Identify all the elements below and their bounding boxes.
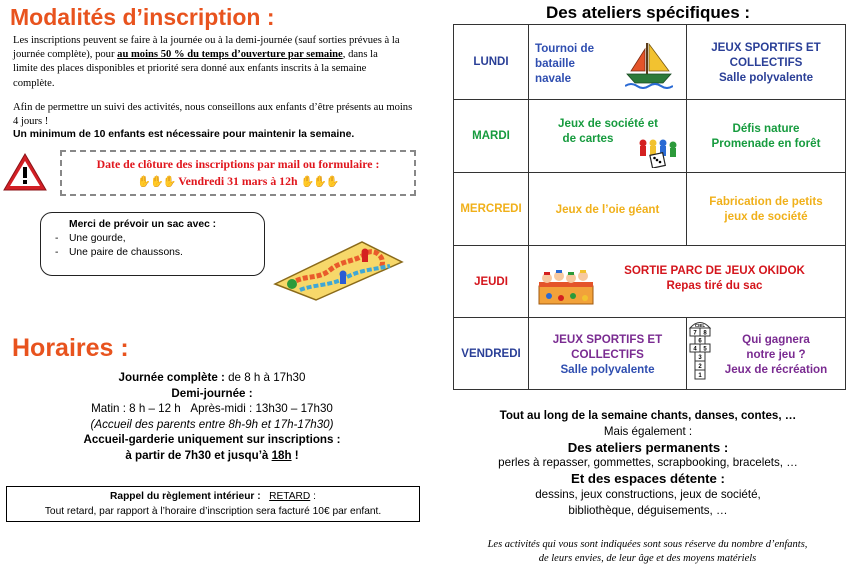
activity-cell [529,100,687,172]
activity-line: Repas tiré du sac [666,279,763,292]
activity-line: Tournoi de [535,42,595,55]
sac-item: - Une gourde, [69,233,254,244]
activity-line: navale [535,72,572,85]
sac-title: Merci de prévoir un sac avec : [69,219,217,230]
hopscotch-label: 2 [698,364,702,370]
horaires-block [0,370,424,464]
hopscotch-icon [687,318,713,388]
mais-line: Mais également : [603,424,693,438]
activity-cell [687,100,845,172]
table-row-lundi [454,25,845,100]
warning-triangle-icon [2,152,48,192]
activity-line: Jeux de l’oie géant [555,202,660,216]
activity-line: COLLECTIFS [571,347,644,361]
journee-value: de 8 h à 17h30 [224,371,306,384]
horaires-title: Horaires : [12,334,129,362]
hopscotch-label: 6 [698,338,702,345]
hopscotch-label: 8 [703,330,707,337]
minimum-notice: Un minimum de 10 enfants est nécessaire pour maintenir la semaine. [13,129,355,140]
hands-icon: ✋✋✋ [300,176,339,188]
activity-line: COLLECTIFS [729,55,803,69]
apres-midi-time: Après-midi : 13h30 – 17h30 [190,402,333,416]
activity-cell [529,25,687,99]
activity-line: de cartes [562,132,614,145]
table-row-jeudi [454,246,845,318]
activity-text [535,41,594,86]
activity-cell [529,173,687,245]
ateliers-table [453,24,846,390]
garderie-time-underline: 18h [271,448,292,462]
accueil-parents: (Accueil des parents entre 8h-9h et 17h-17h30) [90,417,334,431]
hopscotch-label: 5 [703,346,707,353]
matin-time: Matin : 8 h – 12 h [91,402,181,416]
suivi-paragraph: Afin de permettre un suivi des activités, nous conseillons aux enfants d’être présents au moins 4 jours ! [13,102,413,128]
inscription-title: Modalités d’inscription : [10,4,275,30]
activity-line: Salle polyvalente [560,362,655,376]
activity-cell [687,173,845,245]
cloture-box [60,150,416,196]
table-row-mercredi [454,173,845,246]
garderie-time [0,448,424,464]
activity-line: Jeux de récréation [724,362,828,376]
inscription-text-part2: , dans la limite des places disponibles et priorité sera donné aux enfants inscrits à la semaine complète. [13,49,378,89]
activity-cell [529,246,845,317]
game-pieces-dice-icon [637,138,681,168]
activity-text [584,263,845,293]
activity-text [725,332,827,377]
activity-line: Jeux de société et [558,117,658,130]
disclaimer-line: de leurs envies, de leur âge et des moyens matériels [538,552,757,564]
inscription-text-underline: au moins 50 % du temps d’ouverture par semaine [117,49,343,61]
hopscotch-label: 1 [698,373,702,379]
activity-cell [529,318,687,390]
garderie-label: Accueil-garderie uniquement sur inscriptions : [83,433,341,447]
hopscotch-label: 7 [693,330,697,337]
detente-title: Et des espaces détente : [571,471,725,487]
rappel-label: Rappel du règlement intérieur : [110,491,261,502]
activity-line: Qui gagnera [742,332,810,346]
cloture-line2 [62,174,414,189]
table-row-mardi [454,100,845,173]
activity-line: Défis nature [732,122,800,135]
rappel-header [7,490,419,505]
board-game-icon [270,240,405,302]
sac-box [40,212,265,276]
day-label: MERCREDI [454,173,529,245]
rappel-box [6,486,420,522]
disclaimer-line: Les activités qui vous sont indiquées sont sous réserve du nombre d’enfants, [487,539,808,550]
bottom-info [452,408,844,519]
activity-line: JEUX SPORTIFS ET [552,332,663,346]
journee-complete [0,370,424,386]
activity-line: SORTIE PARC DE JEUX OKIDOK [624,264,805,277]
activity-line: jeux de société [724,210,808,223]
retard-colon: : [310,491,316,502]
permanents-title: Des ateliers permanents : [567,439,729,455]
inscription-paragraph [13,34,405,91]
hands-icon: ✋✋✋ [137,176,176,188]
cloture-date: Vendredi 31 mars à 12h [178,174,298,188]
cloture-line1: Date de clôture des inscriptions par mail ou formulaire : [96,157,380,171]
activity-text [712,121,821,151]
garderie-time-part2: ! [291,448,299,462]
activity-text [553,332,663,377]
table-row-vendredi [454,318,845,390]
hopscotch-label: CIEL [694,323,706,328]
inscription-text-part1: Les inscriptions peuvent se faire à la journée ou à la demi-journée (sauf sorties prévues à la journée complète), pour [13,35,400,61]
activity-text [711,40,821,85]
permanents-list: perles à repasser, gommettes, scrapbooking, bracelets, … [498,456,798,470]
activity-line: JEUX SPORTIFS ET [711,40,821,54]
chants-line: Tout au long de la semaine chants, danses, contes, … [499,409,797,422]
day-label: JEUDI [454,246,529,317]
demi-journee-label: Demi-journée : [171,386,253,400]
day-label: LUNDI [454,25,529,99]
activity-line: Promenade en forêt [711,137,821,150]
activity-cell [687,25,845,99]
activity-text [709,194,822,224]
sac-item: - Une paire de chaussons. [69,247,254,258]
disclaimer [440,538,855,565]
activity-line: notre jeu ? [746,347,806,361]
detente-list: bibliothèque, déguisements, … [568,503,728,517]
journee-label: Journée complète : [118,371,225,384]
activity-line: bataille [535,57,575,70]
sailboat-icon [625,41,673,89]
detente-list: dessins, jeux constructions, jeux de société, [535,487,761,501]
activity-line: Salle polyvalente [718,70,814,84]
hopscotch-label: 3 [698,355,702,361]
activity-line: Fabrication de petits [709,195,823,208]
activity-cell [687,318,845,390]
demi-journee-times [0,401,424,417]
hopscotch-label: 4 [693,346,697,353]
day-label: VENDREDI [454,318,529,390]
day-label: MARDI [454,100,529,172]
retard-label: RETARD [269,491,311,502]
garderie-time-part1: à partir de 7h30 et jusqu’à [125,448,272,462]
ateliers-title: Des ateliers spécifiques : [545,3,751,22]
rappel-text: Tout retard, par rapport à l’horaire d’inscription sera facturé 10€ par enfant. [44,505,382,517]
